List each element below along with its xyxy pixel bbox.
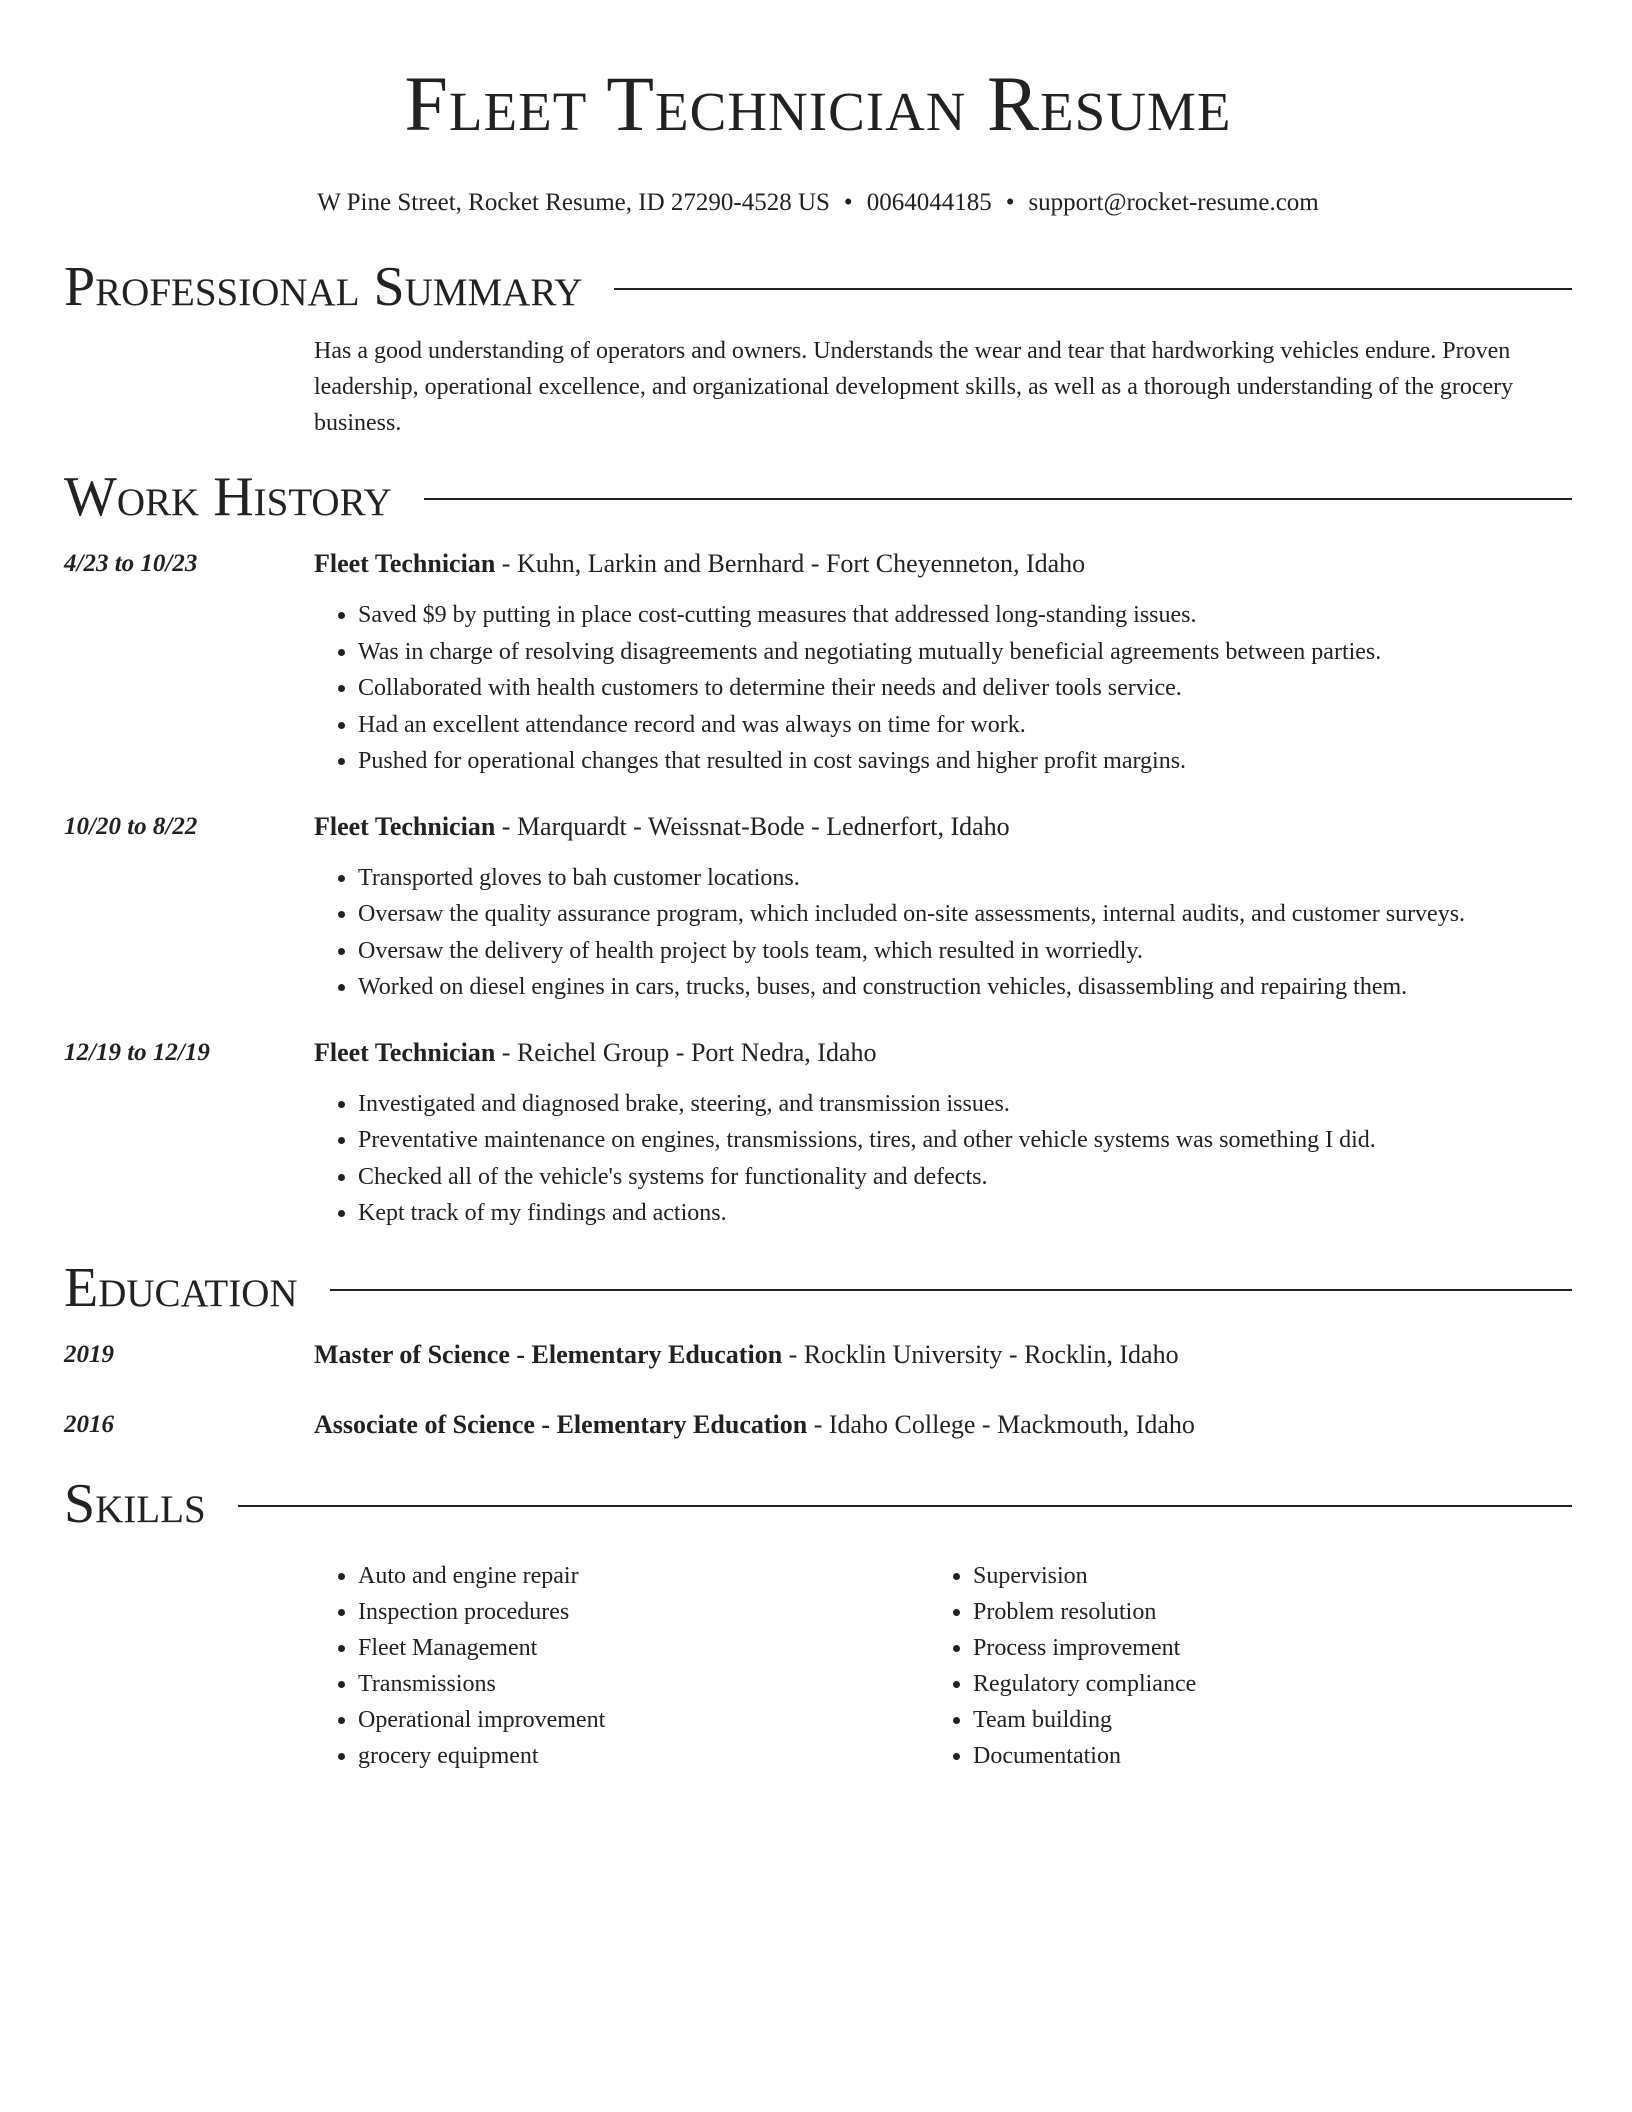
section-title-work-history: Work History [64,466,392,528]
skill-item: • Documentation [973,1738,1544,1774]
education-line [314,1408,1572,1442]
job-employer: - Marquardt - Weissnat-Bode - Lednerfort, Idaho [495,811,1010,841]
contact-address: W Pine Street, Rocket Resume, ID 27290-4528 US [317,189,830,216]
education-body [314,1408,1572,1442]
job-entry [64,810,1572,1006]
summary-section [64,255,1572,441]
education-degree: Associate of Science - Elementary Education [314,1409,808,1439]
summary-spacer [64,333,314,441]
education-year: 2016 [64,1410,114,1438]
contact-line [64,186,1572,220]
section-divider [424,498,1572,500]
skills-spacer [64,1558,314,1774]
resume-title: Fleet Technician Resume [404,60,1232,147]
job-bullets [314,1086,1572,1232]
resume-header [64,58,1572,220]
education-body [314,1338,1572,1372]
section-divider [330,1289,1572,1291]
job-heading [314,547,1572,581]
job-body [314,1036,1572,1232]
contact-email: support@rocket-resume.com [1028,189,1319,216]
skills-row [64,1558,1572,1774]
skills-grid [314,1558,1572,1774]
job-bullets [314,597,1572,780]
job-bullet: • Kept track of my findings and actions. [358,1195,1572,1232]
skill-item: • Operational improvement [358,1702,929,1738]
education-school: - Idaho College - Mackmouth, Idaho [807,1409,1195,1439]
job-bullets [314,860,1572,1006]
skills-column-1 [314,1558,929,1774]
section-title-education: Education [64,1256,298,1319]
job-title: Fleet Technician [314,811,496,841]
summary-heading [64,255,1572,319]
skill-item: • Supervision [973,1558,1544,1594]
section-divider [614,288,1572,290]
job-heading [314,1036,1572,1070]
education-entry [64,1408,1572,1442]
summary-text: Has a good understanding of operators and owners. Understands the wear and tear that hardworking vehicles endure. Proven leadership, operational excellence, and organizational development skills, as well as a thorough understanding of the grocery business. [314,338,1514,436]
job-bullet: • Preventative maintenance on engines, transmissions, tires, and other vehicle systems was something I did. [358,1122,1572,1159]
job-employer: - Reichel Group - Port Nedra, Idaho [495,1037,877,1067]
skill-item: • Inspection procedures [358,1594,929,1630]
job-bullet: • Oversaw the quality assurance program, which included on-site assessments, internal audits, and customer surveys. [358,896,1572,933]
job-heading [314,810,1572,844]
skill-item: • Fleet Management [358,1630,929,1666]
job-bullet: • Investigated and diagnosed brake, steering, and transmission issues. [358,1086,1572,1123]
skill-item: • Transmissions [358,1666,929,1702]
skills-section [64,1472,1572,1774]
job-bullet: • Saved $9 by putting in place cost-cutting measures that addressed long-standing issues. [358,597,1572,634]
skill-item: • Process improvement [973,1630,1544,1666]
skill-item: • Auto and engine repair [358,1558,929,1594]
section-title-skills: Skills [64,1472,206,1535]
job-bullet: • Pushed for operational changes that resulted in cost savings and higher profit margins. [358,743,1572,780]
section-title-summary: Professional Summary [64,256,583,318]
job-dates: 10/20 to 8/22 [64,812,198,840]
skill-item: • grocery equipment [358,1738,929,1774]
job-dates: 12/19 to 12/19 [64,1038,210,1066]
job-bullet: • Transported gloves to bah customer locations. [358,860,1572,897]
job-employer: - Kuhn, Larkin and Bernhard - Fort Cheyenneton, Idaho [495,549,1086,578]
job-bullet: • Had an excellent attendance record and was always on time for work. [358,707,1572,744]
contact-separator: • [843,189,853,216]
job-title: Fleet Technician [314,549,496,578]
skill-item: • Team building [973,1702,1544,1738]
work-history-section [64,465,1572,1232]
skill-item: • Regulatory compliance [973,1666,1544,1702]
education-line [314,1338,1572,1372]
education-school: - Rocklin University - Rocklin, Idaho [782,1339,1179,1369]
skills-heading [64,1472,1572,1536]
section-divider [238,1505,1572,1507]
job-bullet: • Was in charge of resolving disagreements and negotiating mutually beneficial agreements between parties. [358,634,1572,671]
job-body [314,547,1572,780]
job-entry [64,1036,1572,1232]
job-bullet: • Oversaw the delivery of health project by tools team, which resulted in worriedly. [358,933,1572,970]
education-year: 2019 [64,1340,114,1368]
job-bullet: • Collaborated with health customers to determine their needs and deliver tools service. [358,670,1572,707]
skills-column-2 [929,1558,1544,1774]
job-bullet: • Worked on diesel engines in cars, trucks, buses, and construction vehicles, disassembling and repairing them. [358,969,1572,1006]
job-bullet: • Checked all of the vehicle's systems for functionality and defects. [358,1159,1572,1196]
skill-item: • Problem resolution [973,1594,1544,1630]
education-entry [64,1338,1572,1372]
education-section [64,1256,1572,1442]
education-degree: Master of Science - Elementary Education [314,1339,783,1369]
summary-row [64,333,1572,441]
job-body [314,810,1572,1006]
work-history-heading [64,465,1572,529]
education-heading [64,1256,1572,1320]
job-dates: 4/23 to 10/23 [64,550,198,577]
summary-body [314,333,1572,441]
contact-phone: 0064044185 [866,189,992,216]
job-title: Fleet Technician [314,1037,496,1067]
job-entry [64,547,1572,780]
contact-separator: • [1005,189,1015,216]
skills-body [314,1558,1572,1774]
